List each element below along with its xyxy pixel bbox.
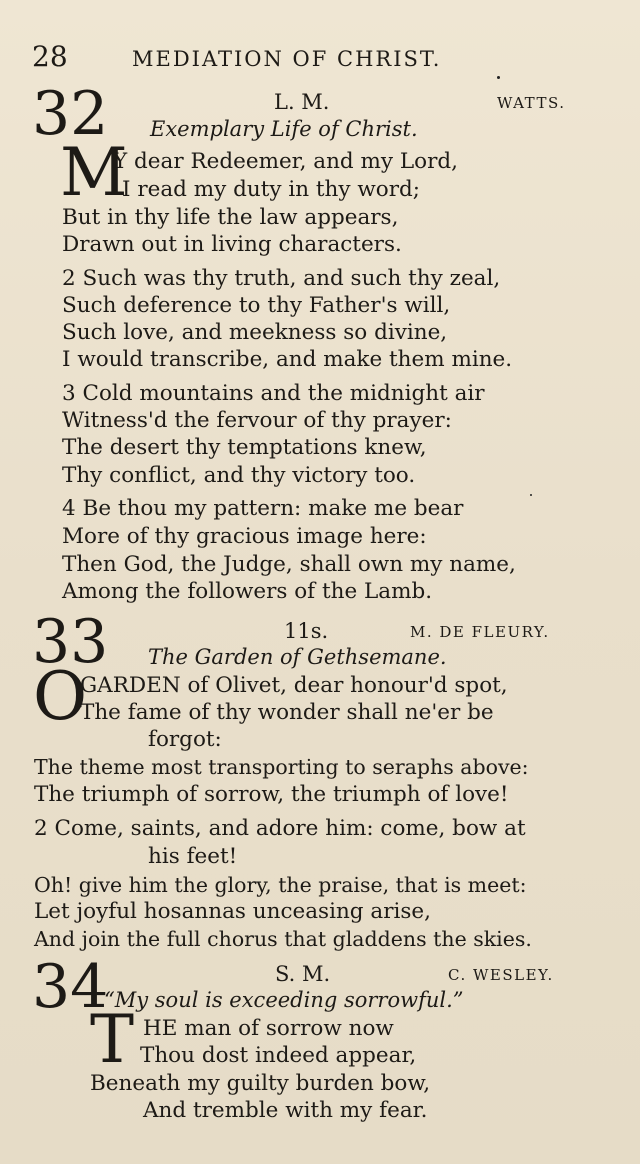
verse-line: I read my duty in thy word; (122, 177, 420, 202)
verse-line: Y dear Redeemer, and my Lord, (113, 149, 458, 174)
verse-line: his feet! (148, 844, 238, 869)
hymn-meter: 11s. (284, 619, 329, 643)
verse-line: Thy conflict, and thy victory too. (62, 463, 416, 488)
verse-line: More of thy gracious image here: (62, 524, 427, 549)
verse-line: Among the followers of the Lamb. (62, 579, 433, 604)
verse-line: 3 Cold mountains and the midnight air (62, 381, 485, 406)
hymn-subtitle: Exemplary Life of Christ. (150, 117, 418, 141)
verse-line: GARDEN of Olivet, dear honour'd spot, (80, 673, 508, 698)
verse-line: Such deference to thy Father's will, (62, 293, 451, 318)
running-title: MEDIATION OF CHRIST. (132, 47, 442, 71)
hymn-author: WATTS. (497, 94, 566, 112)
verse-line: Beneath my guilty burden bow, (90, 1071, 431, 1096)
hymn-subtitle: “My soul is exceeding sorrowful.” (104, 988, 464, 1012)
drop-cap: M (60, 134, 128, 211)
verse-line: And tremble with my fear. (143, 1098, 428, 1123)
hymn-meter: S. M. (275, 962, 331, 986)
drop-cap: O (33, 658, 88, 735)
hymn-number: 34 (32, 952, 109, 1022)
verse-line: And join the full chorus that gladdens the skies. (34, 927, 532, 951)
verse-line: Such love, and meekness so divine, (62, 320, 448, 345)
drop-cap: T (90, 1001, 135, 1078)
verse-line: I would transcribe, and make them mine. (62, 347, 513, 372)
hymn-subtitle: The Garden of Gethsemane. (148, 645, 447, 669)
page-number: 28 (32, 40, 68, 73)
hymn-number: 33 (32, 607, 109, 677)
hymn-number: 32 (32, 79, 109, 149)
verse-line: The desert thy temptations knew, (62, 435, 427, 460)
hymn-author: M. DE FLEURY. (410, 623, 550, 641)
verse-line: Drawn out in living characters. (62, 232, 402, 257)
verse-line: Witness'd the fervour of thy prayer: (62, 408, 452, 433)
verse-line: Let joyful hosannas unceasing arise, (34, 899, 431, 924)
verse-line: 4 Be thou my pattern: make me bear (62, 496, 464, 521)
verse-line: The theme most transporting to seraphs above: (34, 755, 529, 779)
hymn-author: C. WESLEY. (448, 966, 554, 984)
verse-line: 2 Such was thy truth, and such thy zeal, (62, 266, 501, 291)
hymn-meter: L. M. (274, 90, 330, 114)
verse-line: Thou dost indeed appear, (140, 1043, 417, 1068)
verse-line: 2 Come, saints, and adore him: come, bow at (34, 816, 526, 841)
verse-line: Oh! give him the glory, the praise, that is meet: (34, 873, 527, 897)
verse-line: The triumph of sorrow, the triumph of love! (34, 782, 509, 807)
ink-speck (530, 494, 532, 496)
verse-line: But in thy life the law appears, (62, 205, 399, 230)
verse-line: The fame of thy wonder shall ne'er be (80, 700, 494, 725)
verse-line: HE man of sorrow now (143, 1016, 394, 1041)
ink-speck (497, 76, 500, 79)
verse-line: forgot: (148, 727, 222, 752)
verse-line: Then God, the Judge, shall own my name, (62, 552, 516, 577)
